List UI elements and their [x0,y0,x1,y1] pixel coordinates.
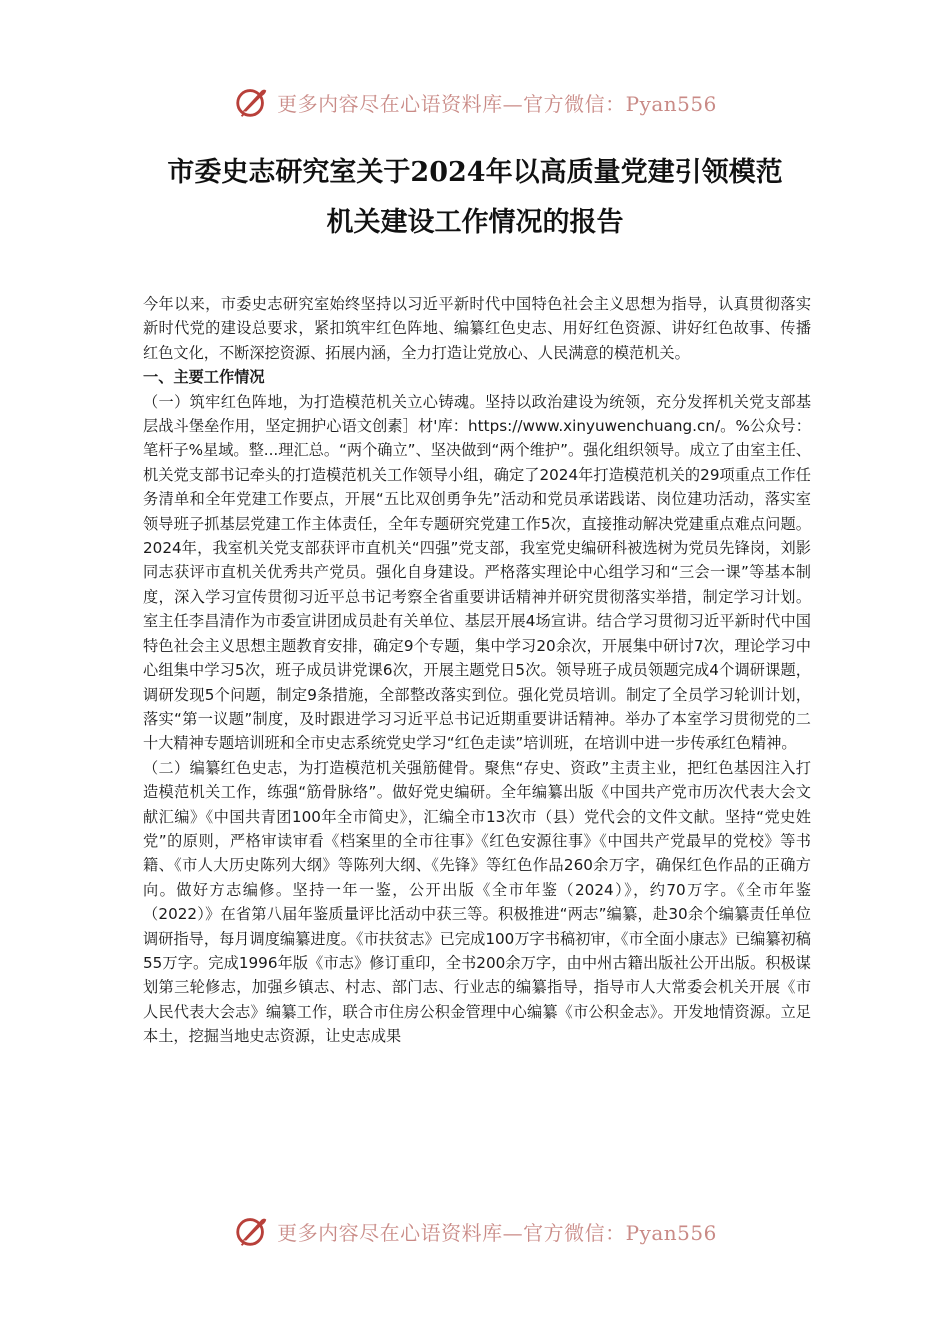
quill-pen-circle-icon [233,83,271,121]
intro-paragraph: 今年以来，市委史志研究室始终坚持以习近平新时代中国特色社会主义思想为指导，认真贯彻落实新时代党的建设总要求，紧扣筑牢红色阵地、编纂红色史志、用好红色资源、讲好红色故事、传播红色文化，不断深挖资源、拓展内涵，全力打造让党放心、人民满意的模范机关。 [143,295,811,362]
quill-pen-circle-icon [233,1212,271,1250]
header-banner [0,80,950,124]
footer-banner [0,1209,950,1253]
banner-text: 更多内容尽在心语资料库—官方微信：Pyan556 [277,91,717,116]
paragraph-1: （一）筑牢红色阵地，为打造模范机关立心铸魂。坚持以政治建设为统领，充分发挥机关党支部基层战斗堡垒作用，坚定拥护心语文创素］材'库：https://www.xinyuwenchuang.cn/。%公众号：笔杆子%星域。整...理汇总。“两个确立”、坚决做到“两个维护”。强化组织领导。成立了由室主任、机关党支部书记牵头的打造模范机关工作领导小组，确定了2024年打造模范机关的29项重点工作任务清单和全年党建工作要点，开展“五比双创勇争先”活动和党员承诺践诺、岗位建功活动，落实室领导班子抓基层党建工作主体责任，全年专题研究党建工作5次，直接推动解决党建重点难点问题。2024年，我室机关党支部获评市直机关“四强”党支部，我室党史编研科被选树为党员先锋岗，刘影同志获评市直机关优秀共产党员。强化自身建设。严格落实理论中心组学习和“三会一课”等基本制度，深入学习宣传贯彻习近平总书记考察全省重要讲话精神并研究贯彻落实举措，制定学习计划。室主任李昌清作为市委宣讲团成员赴有关单位、基层开展4场宣讲。结合学习贯彻习近平新时代中国特色社会主义思想主题教育安排，确定9个专题，集中学习20余次，开展集中研讨7次，理论学习中心组集中学习5次，班子成员讲党课6次，开展主题党日5次。领导班子成员领题完成4个调研课题，调研发现5个问题，制定9条措施，全部整改落实到位。强化党员培训。制定了全员学习轮训计划，落实“第一议题”制度，及时跟进学习习近平总书记近期重要讲话精神。举办了本室学习贯彻党的二十大精神专题培训班和全市史志系统党史学习“红色走读”培训班，在培训中进一步传承红色精神。 [143,392,811,753]
section-heading: 一、主要工作情况 [143,368,265,387]
document-body [143,292,811,1049]
paragraph-2: （二）编纂红色史志，为打造模范机关强筋健骨。聚焦“存史、资政”主责主业，把红色基因注入打造模范机关工作，练强“筋骨脉络”。做好党史编研。全年编纂出版《中国共产党市历次代表大会文献汇编》《中国共青团100年全市简史》，汇编全市13次市（县）党代会的文件文献。坚持“党史姓党”的原则，严格审读审看《档案里的全市往事》《红色安源往事》《中国共产党最早的党校》等书籍、《市人大历史陈列大纲》等陈列大纲、《先锋》等红色作品260余万字，确保红色作品的正确方向。做好方志编修。坚持一年一鉴，公开出版《全市年鉴（2024）》，约70万字。《全市年鉴（2022）》在省第八届年鉴质量评比活动中获三等。积极推进“两志”编纂，赴30余个编纂责任单位调研指导，每月调度编纂进度。《市扶贫志》已完成100万字书稿初审，《市全面小康志》已编纂初稿55万字。完成1996年版《市志》修订重印，全书200余万字，由中州古籍出版社公开出版。积极谋划第三轮修志，加强乡镇志、村志、部门志、行业志的编纂指导，指导市人大常委会机关开展《市人民代表大会志》编纂工作，联合市住房公积金管理中心编纂《市公积金志》。开发地情资源。立足本土，挖掘当地史志资源，让史志成果 [143,758,811,1046]
title-line-2: 机关建设工作情况的报告 [326,207,624,238]
title-line-1: 市委史志研究室关于2024年以高质量党建引领模范 [167,157,783,188]
banner-text: 更多内容尽在心语资料库—官方微信：Pyan556 [277,1220,717,1245]
document-title [110,148,840,248]
